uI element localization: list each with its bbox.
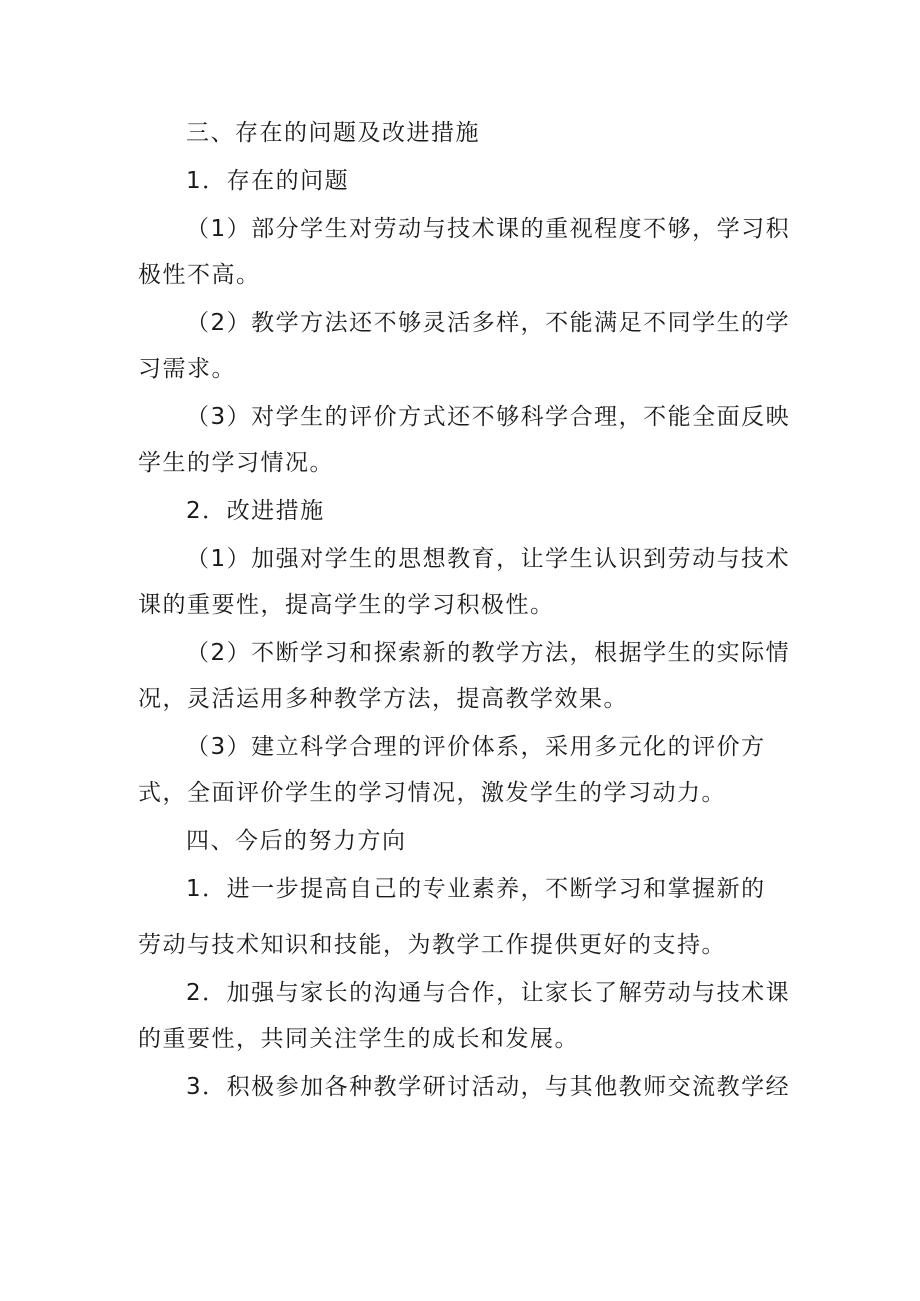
section-heading-future: 四、今后的努力方向 (186, 828, 407, 854)
problem-item-2: （2）教学方法还不够灵活多样，不能满足不同学生的学习需求。 (138, 310, 791, 382)
improvement-item-1: （1）加强对学生的思想教育，让学生认识到劳动与技术课的重要性，提高学生的学习积极性。 (138, 546, 791, 618)
document-body (138, 110, 798, 1112)
problem-item-3: （3）对学生的评价方式还不够科学合理，不能全面反映学生的学习情况。 (138, 404, 791, 476)
future-item-2: 2．加强与家长的沟通与合作，让家长了解劳动与技术课的重要性，共同关注学生的成长和发展。 (138, 980, 791, 1052)
future-item-1: 1．进一步提高自己的专业素养，不断学习和掌握新的 (186, 876, 766, 902)
section-heading-problems: 三、存在的问题及改进措施 (186, 120, 480, 146)
future-item-3: 3．积极参加各种教学研讨活动，与其他教师交流教学经 (186, 1074, 791, 1100)
subheading-improvements: 2．改进措施 (186, 498, 325, 524)
improvement-item-2: （2）不断学习和探索新的教学方法，根据学生的实际情况，灵活运用多种教学方法，提高教学效果。 (138, 640, 791, 712)
future-item-1-continued: 劳动与技术知识和技能，为教学工作提供更好的支持。 (138, 932, 726, 958)
subheading-existing-problems: 1．存在的问题 (186, 168, 350, 194)
problem-item-1: （1）部分学生对劳动与技术课的重视程度不够，学习积极性不高。 (138, 216, 791, 288)
improvement-item-3: （3）建立科学合理的评价体系，采用多元化的评价方式，全面评价学生的学习情况，激发学生的学习动力。 (138, 734, 766, 806)
